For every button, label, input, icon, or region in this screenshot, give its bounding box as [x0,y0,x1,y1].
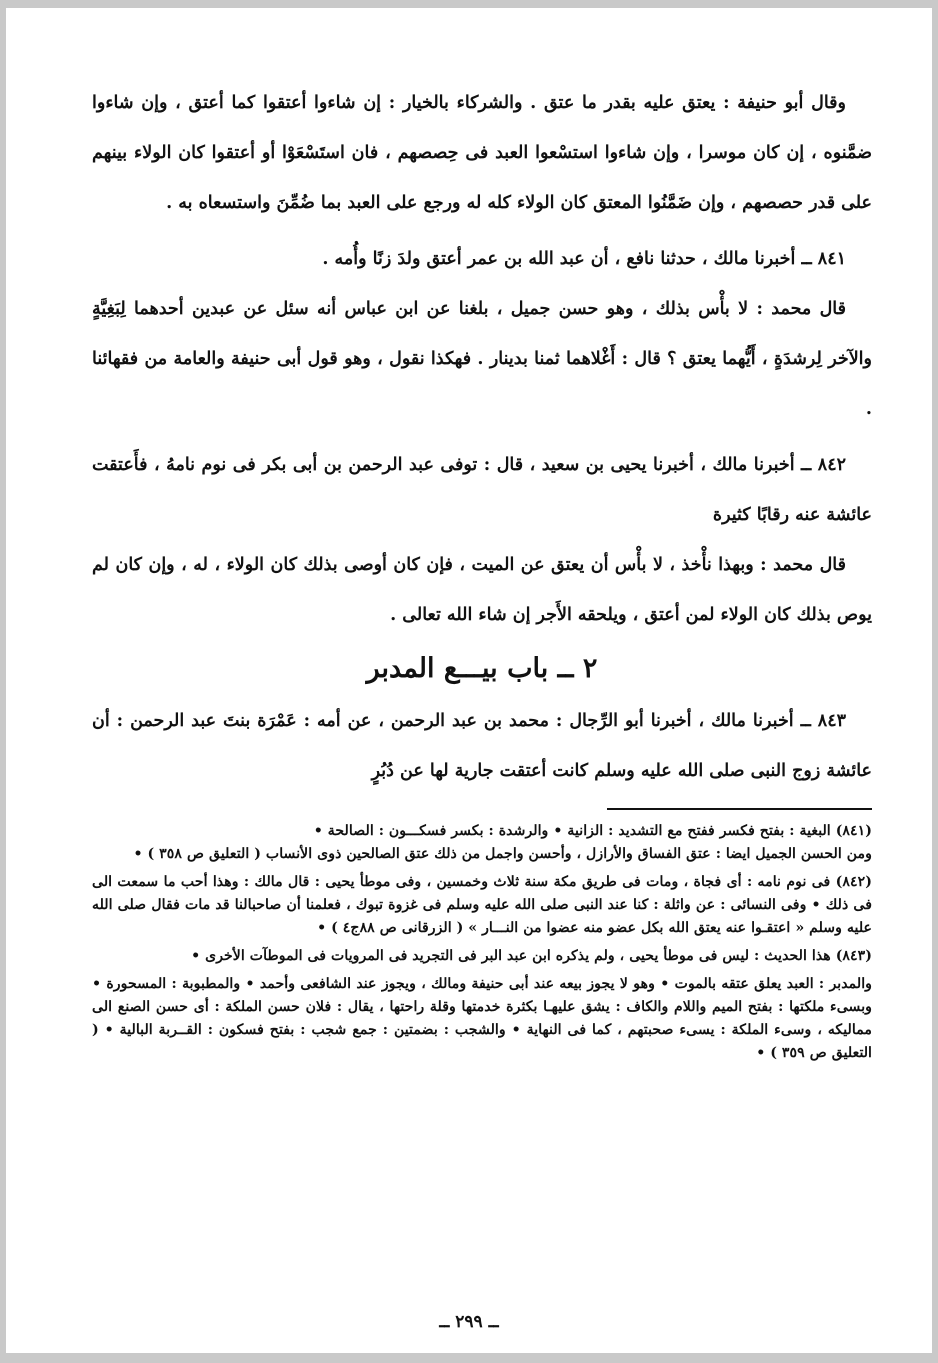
footnotes [92,820,872,1065]
paragraph-abu-hanifa: وقال أبو حنيفة : يعتق عليه بقدر ما عتق . والشركاء بالخيار : إن شاءوا أعتقوا كما أعتق ، وإن شاءوا ضمَّنوه ، إن كان موسرا ، وإن شاءوا استسْعوا العبد فى حِصصهم ، فان استَسْعَوْا أو أعتقوا كان الولاء بينهم على قدر حصصهم ، وإن ضَمَّنُوا المعتق كان الولاء كله له ورجع على العبد بما ضُمِّنَ واستسعاه به . [92,93,872,213]
footnote-841-cont: ومن الحسن الجميل ايضا : عتق الفساق والأرازل ، وأحسن واجمل من ذلك عتق الصالحين ذوى الأنساب ( التعليق ص ٣٥٨ ) • [133,846,872,862]
chapter-heading: ٢ ــ باب بيـــع المدبر [366,653,598,684]
commentary-842: قال محمد : وبهذا نأْخذ ، لا بأْس أن يعتق عن الميت ، فإن كان أوصى بذلك كان الولاء ، له ، وإن كان لم يوص بذلك كان الولاء لمن أعتق ، ويلحقه الأَجر إن شاء الله تعالى . [92,555,872,625]
hadith-841: ٨٤١ ــ أخبرنا مالك ، حدثنا نافع ، أن عبد الله بن عمر أعتق ولدَ زنًا وأُمه . [322,249,846,269]
commentary-841: قال محمد : لا بأْس بذلك ، وهو حسن جميل ، بلغنا عن ابن عباس أنه سئل عن عبدين أحدهما لِبَغِيَّةٍ والآخر لِرشدَةٍ ، أَيُّهما يعتق ؟ قال : أَغْلاهما ثمنا بدينار . فهكذا نقول ، وهو قول أبى حنيفة والعامة من فقهائنا . [92,299,872,419]
footnote-842: (٨٤٢) فى نوم نامه : أى فجاة ، ومات فى طريق مكة سنة ثلاث وخمسين ، وفى موطأ يحيى : قال مالك : وهذا أحب ما سمعت الى فى ذلك • وفى النسائى : عن واثلة : كنا عند النبى صلى الله عليه وسلم فى غزوة تبوك ، فعلمنا أن صاحبالنا قد مات فقال صلى الله عليه وسلم « اعتقـوا عنه يعتق الله بكل عضو منه عضوا من النـــار » ( الزرقانى ص ٨٨ج٤ ) • [92,874,872,936]
main-text [92,78,872,796]
book-page [92,78,872,1348]
hadith-842: ٨٤٢ ــ أخبرنا مالك ، أخبرنا يحيى بن سعيد ، قال : توفى عبد الرحمن بن أبى بكر فى نوم نامهُ ، فأَعتقت عائشة عنه رقابًا كثيرة [92,455,872,525]
footnote-843: (٨٤٣) هذا الحديث : ليس فى موطأ يحيى ، ولم يذكره ابن عبد البر فى التجريد فى المرويات فى الموطآت الأخرى • [191,948,872,964]
footnote-separator [607,808,872,810]
footnote-843-cont: والمدبر : العبد يعلق عتقه بالموت • وهو لا يجوز بيعه عند أبى حنيفة ومالك ، ويجوز عند الشافعى وأحمد • والمطبوبة : المسحورة • وبسىء ملكتها : بفتح الميم واللام والكاف : يشق عليهـا بكثرة خدمتها وقلة راحتها ، يقال : فلان حسن الملكة : أى حسن الصنع الى مماليكه ، وسىء الملكة : يسىء صحبتهم ، كما فى النهاية • والشجب : بضمتين : جمع شجب : بفتح فسكون : القــربة البالية • ( التعليق ص ٣٥٩ ) • [92,976,872,1061]
page-number: ــ ٢٩٩ ــ [439,1312,499,1332]
footnote-841: (٨٤١) البغية : بفتح فكسر ففتح مع التشديد : الزانية • والرشدة : بكسر فسكـــون : الصالحة • [313,823,872,839]
hadith-843: ٨٤٣ ــ أخبرنا مالك ، أخبرنا أبو الرِّجال : محمد بن عبد الرحمن ، عن أمه : عَمْرَة بنتَ عبد الرحمن : أن عائشة زوج النبى صلى الله عليه وسلم كانت أعتقت جارية لها عن دُبُرٍ [92,711,872,781]
